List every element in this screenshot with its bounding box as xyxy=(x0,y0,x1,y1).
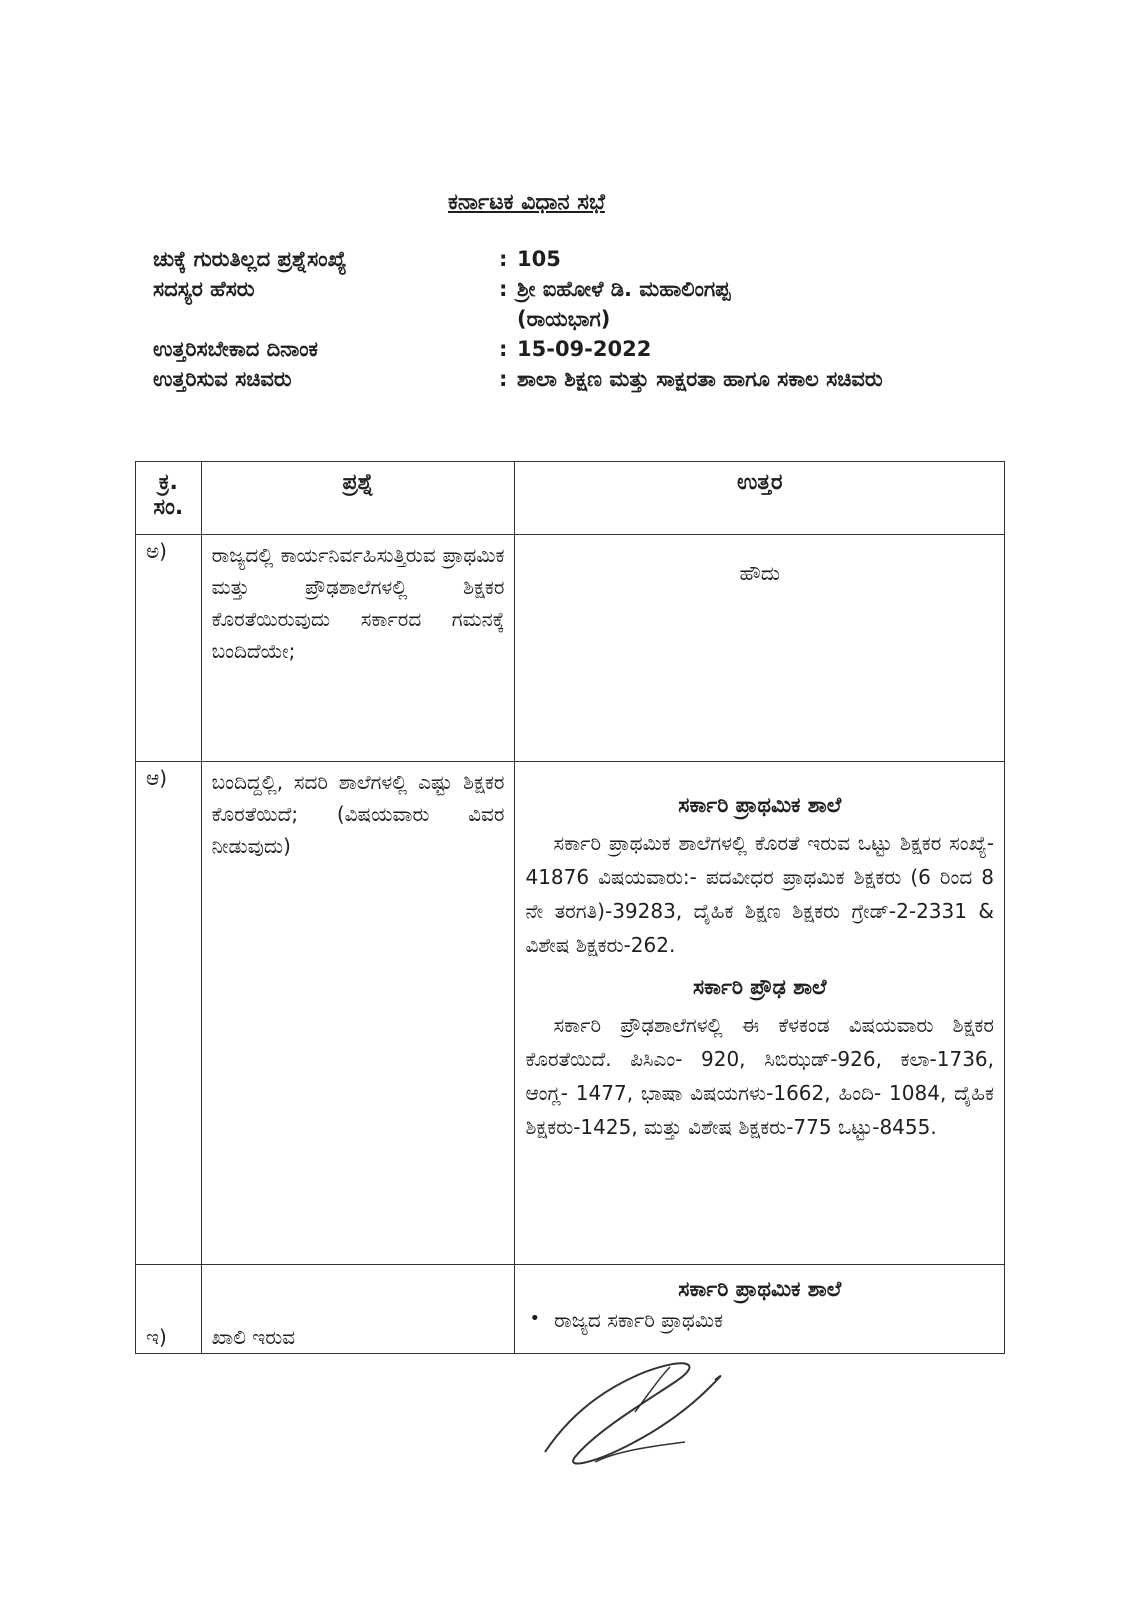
row-sno: ಆ) xyxy=(136,762,202,1265)
bullet-text: ರಾಜ್ಯದ ಸರ್ಕಾರಿ ಪ್ರಾಥಮಿಕ xyxy=(554,1308,723,1332)
meta-label: ಉತ್ತರಿಸುವ ಸಚಿವರು xyxy=(153,367,292,391)
answer-secondary-text: ಸರ್ಕಾರಿ ಪ್ರೌಢಶಾಲೆಗಳಲ್ಲಿ ಈ ಕೆಳಕಂಡ ವಿಷಯವಾರು ಶಿಕ್ಷಕರ ಕೊರತೆಯಿದೆ. ಪಿಸಿಎಂ- 920, ಸಿಬಿಝಡ್-926, ಕಲಾ-1736, ಆಂಗ್ಲ- 1477, ಭಾಷಾ ವಿಷಯಗಳು-1662, ಹಿಂದಿ- 1084, ದೈಹಿಕ ಶಿಕ್ಷಕರು-1425, ಮತ್ತು ವಿಶೇಷ ಶಿಕ್ಷಕರು-775 ಒಟ್ಟು-8455. xyxy=(525,1013,994,1139)
header-question: ಪ್ರಶ್ನೆ xyxy=(201,462,515,535)
header-answer: ಉತ್ತರ xyxy=(515,462,1005,535)
row-answer: ಹೌದು xyxy=(515,535,1005,762)
signature-icon xyxy=(535,1352,735,1472)
question-fragment: ಖಾಲಿ ಇರುವ xyxy=(211,1325,296,1349)
question-meta xyxy=(153,244,983,394)
meta-row-member-name xyxy=(153,274,983,334)
meta-value: 105 xyxy=(517,247,561,271)
row-sno: ಇ) xyxy=(136,1265,202,1354)
meta-value: 15-09-2022 xyxy=(517,337,652,361)
meta-colon: : xyxy=(499,337,508,361)
row-answer xyxy=(515,1265,1005,1354)
meta-value: ಶಾಲಾ ಶಿಕ್ಷಣ ಮತ್ತು ಸಾಕ್ಷರತಾ ಹಾಗೂ ಸಕಾಲ ಸಚಿವರು xyxy=(517,367,883,391)
meta-colon: : xyxy=(499,247,508,271)
row-question: ಬಂದಿದ್ದಲ್ಲಿ, ಸದರಿ ಶಾಲೆಗಳಲ್ಲಿ ಎಷ್ಟು ಶಿಕ್ಷಕರ ಕೊರತೆಯಿದೆ; (ವಿಷಯವಾರು ವಿವರ ನೀಡುವುದು) xyxy=(201,762,515,1265)
meta-label: ಚುಕ್ಕೆ ಗುರುತಿಲ್ಲದ ಪ್ರಶ್ನೆಸಂಖ್ಯೆ xyxy=(153,247,347,271)
answer-heading-primary: ಸರ್ಕಾರಿ ಪ್ರಾಥಮಿಕ ಶಾಲೆ xyxy=(678,793,842,817)
answer-bullet xyxy=(529,1308,994,1332)
meta-label: ಸದಸ್ಯರ ಹೆಸರು xyxy=(153,277,255,301)
table-row xyxy=(136,535,1005,762)
answer-heading-secondary: ಸರ್ಕಾರಿ ಪ್ರೌಢ ಶಾಲೆ xyxy=(692,975,827,999)
table-header-row xyxy=(136,462,1005,535)
bullet-icon: • xyxy=(529,1308,541,1329)
meta-value xyxy=(517,274,947,334)
qa-table xyxy=(135,461,1005,1354)
member-constituency: (ರಾಯಭಾಗ) xyxy=(517,307,611,331)
table-row xyxy=(136,762,1005,1265)
meta-label: ಉತ್ತರಿಸಬೇಕಾದ ದಿನಾಂಕ xyxy=(153,337,318,361)
member-name: ಶ್ರೀ ಐಹೋಳೆ ಡಿ. ಮಹಾಲಿಂಗಪ್ಪ xyxy=(517,277,731,301)
answer-primary-text: ಸರ್ಕಾರಿ ಪ್ರಾಥಮಿಕ ಶಾಲೆಗಳಲ್ಲಿ ಕೊರತೆ ಇರುವ ಒಟ್ಟು ಶಿಕ್ಷಕರ ಸಂಖ್ಯೆ- 41876 ವಿಷಯವಾರು:- ಪದವೀಧರ ಪ್ರಾಥಮಿಕ ಶಿಕ್ಷಕರು (6 ರಿಂದ 8 ನೇ ತರಗತಿ)-39283, ದೈಹಿಕ ಶಿಕ್ಷಣ ಶಿಕ್ಷಕರು ಗ್ರೇಡ್-2-2331 & ವಿಶೇಷ ಶಿಕ್ಷಕರು-262. xyxy=(525,831,994,957)
meta-row-question-number xyxy=(153,244,983,274)
meta-row-minister xyxy=(153,364,983,394)
row-sno: ಅ) xyxy=(136,535,202,762)
row-answer xyxy=(515,762,1005,1265)
meta-row-answer-date xyxy=(153,334,983,364)
answer-heading-primary: ಸರ್ಕಾರಿ ಪ್ರಾಥಮಿಕ ಶಾಲೆ xyxy=(678,1277,842,1301)
table-row xyxy=(136,1265,1005,1354)
row-question: ರಾಜ್ಯದಲ್ಲಿ ಕಾರ್ಯನಿರ್ವಹಿಸುತ್ತಿರುವ ಪ್ರಾಥಮಿಕ ಮತ್ತು ಪ್ರೌಢಶಾಲೆಗಳಲ್ಲಿ ಶಿಕ್ಷಕರ ಕೊರತೆಯಿರುವುದು ಸರ್ಕಾರದ ಗಮನಕ್ಕೆ ಬಂದಿದೆಯೇ; xyxy=(201,535,515,762)
meta-colon: : xyxy=(499,277,508,301)
meta-colon: : xyxy=(499,367,508,391)
row-question xyxy=(201,1265,515,1354)
header-sno: ಕ್ರ. ಸಂ. xyxy=(136,462,202,535)
page-title: ಕರ್ನಾಟಕ ವಿಧಾನ ಸಭೆ xyxy=(448,190,605,215)
